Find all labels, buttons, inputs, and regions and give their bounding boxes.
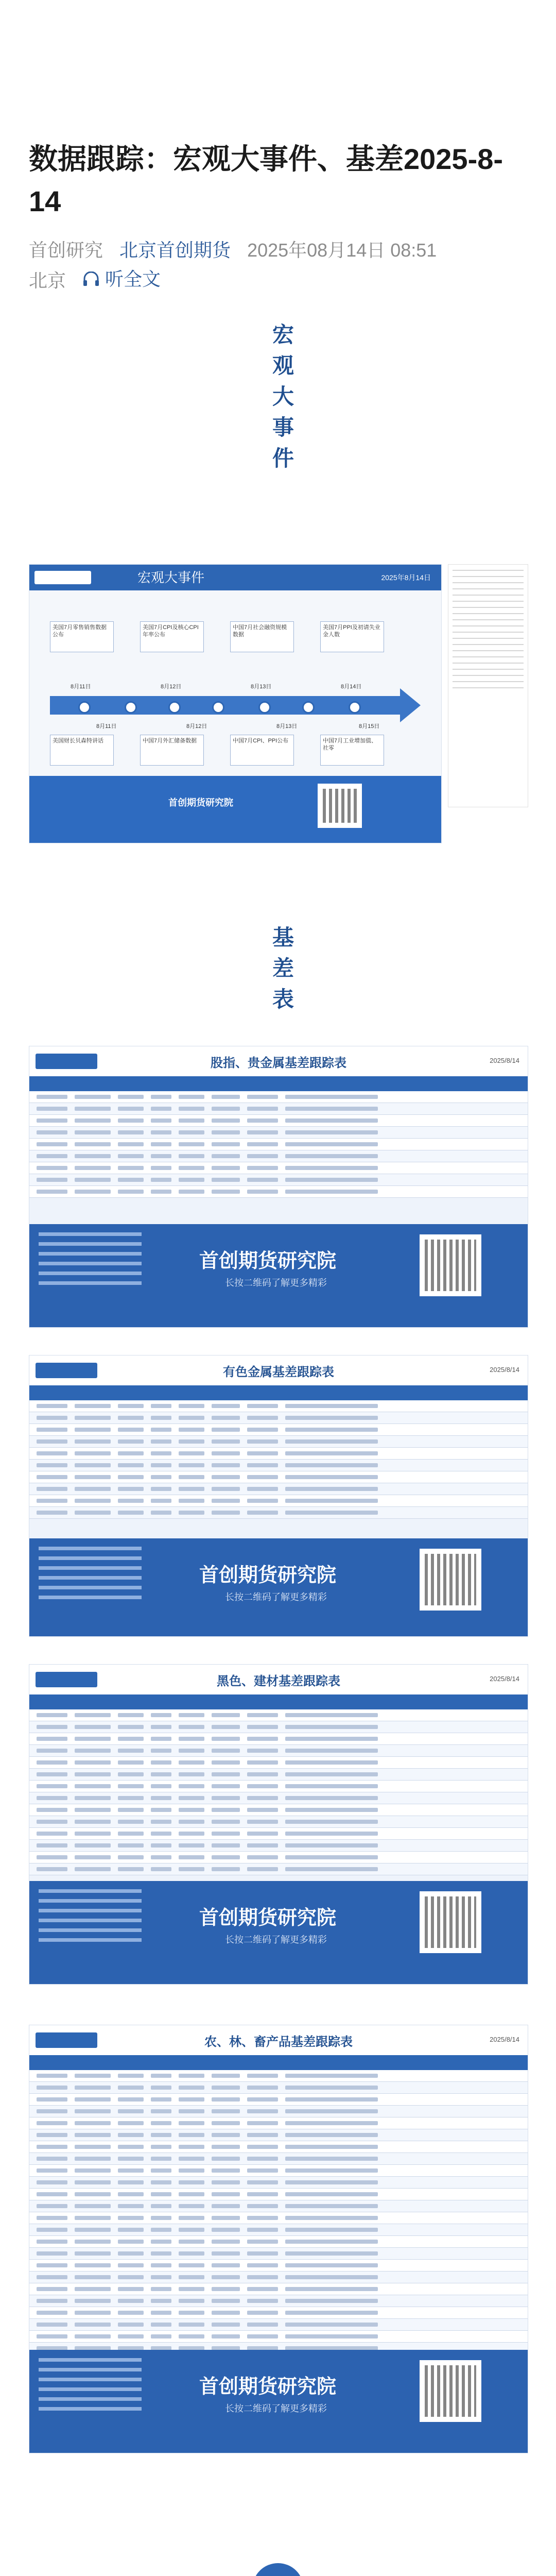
table-date: 2025/8/14 xyxy=(490,1366,519,1374)
table-header xyxy=(29,1355,528,1387)
table-row xyxy=(29,2224,528,2236)
table-footer xyxy=(29,2350,528,2453)
table-row xyxy=(29,2082,528,2094)
table-row xyxy=(29,1757,528,1769)
table-row xyxy=(29,1852,528,1863)
contact-list xyxy=(39,1547,172,1605)
table-title: 黑色、建材基差跟踪表 xyxy=(217,1674,340,1688)
basis-table-card xyxy=(29,1046,528,1328)
timeline-dot xyxy=(302,701,315,714)
table-header xyxy=(29,1665,528,1696)
timeline-dot xyxy=(78,701,91,714)
article-title: 数据跟踪：宏观大事件、基差2025-8-14 xyxy=(29,143,503,217)
table-footer xyxy=(29,1224,528,1327)
table-row xyxy=(29,1115,528,1127)
table-row xyxy=(29,1828,528,1840)
macro-image-header xyxy=(29,565,441,590)
table-title: 股指、贵金属基差跟踪表 xyxy=(211,1056,346,1070)
table-row xyxy=(29,1816,528,1828)
table-row xyxy=(29,1781,528,1792)
table-row xyxy=(29,1804,528,1816)
timeline-event: 中国7月CPI、PPI公布 xyxy=(230,735,294,766)
timeline-event: 中国7月工业增加值、社零 xyxy=(320,735,384,766)
timeline-event: 中国7月社会融资规模数据 xyxy=(230,621,294,652)
table-row xyxy=(29,2189,528,2200)
table-row xyxy=(29,1448,528,1460)
timeline-date: 8月13日 xyxy=(251,684,272,690)
table-row xyxy=(29,1709,528,1721)
table-row xyxy=(29,2117,528,2129)
table-row xyxy=(29,1471,528,1483)
table-footer xyxy=(29,1881,528,1984)
table-row xyxy=(29,1745,528,1757)
table-row xyxy=(29,2319,528,2331)
footer-brand: 首创期货研究院 xyxy=(199,2376,337,2398)
table-row xyxy=(29,1507,528,1519)
timeline-event: 中国7月外汇储备数据 xyxy=(140,735,204,766)
table-column-header xyxy=(29,1696,528,1709)
footer-brand: 首创期货研究院 xyxy=(199,1907,337,1929)
basis-table-card xyxy=(29,1664,528,1985)
table-row xyxy=(29,1412,528,1424)
timeline-date: 8月11日 xyxy=(96,723,117,730)
table-column-header xyxy=(29,2057,528,2070)
contact-list xyxy=(39,1232,172,1291)
table-header xyxy=(29,1046,528,1078)
author-label: 首创研究 xyxy=(29,240,103,261)
table-row xyxy=(29,2272,528,2283)
table-column-header xyxy=(29,1387,528,1400)
timeline-dot xyxy=(349,701,361,714)
timeline-event: 美国7月CPI及核心CPI年率公布 xyxy=(140,621,204,652)
table-date: 2025/8/14 xyxy=(490,1675,519,1683)
macro-image-footer xyxy=(29,776,441,843)
table-rows xyxy=(29,1709,528,1875)
table-row xyxy=(29,1127,528,1139)
table-row xyxy=(29,1721,528,1733)
footer-slogan: 长按二维码了解更多精彩 xyxy=(225,1592,327,1602)
table-row xyxy=(29,1460,528,1471)
table-column-header xyxy=(29,1078,528,1091)
timeline-date: 8月13日 xyxy=(276,723,298,730)
timeline-event: 美国7月零售销售数据公布 xyxy=(50,621,114,652)
section-macro-heading xyxy=(268,319,299,474)
qr-code-icon xyxy=(318,784,362,828)
timeline-event: 美国7月PPI及初请失业金人数 xyxy=(320,621,384,652)
table-date: 2025/8/14 xyxy=(490,1057,519,1064)
table-row xyxy=(29,1495,528,1507)
account-link[interactable]: 北京首创期货 xyxy=(119,240,231,261)
listen-button[interactable] xyxy=(82,265,172,294)
table-row xyxy=(29,2177,528,2189)
table-row xyxy=(29,2094,528,2106)
qr-code-icon xyxy=(420,1234,481,1296)
qr-code-icon xyxy=(420,1891,481,1953)
table-row xyxy=(29,2331,528,2343)
table-date: 2025/8/14 xyxy=(490,2036,519,2043)
basis-table-card xyxy=(29,1355,528,1637)
calendar-document-thumbnail xyxy=(448,564,528,807)
table-row xyxy=(29,2283,528,2295)
table-row xyxy=(29,1186,528,1198)
basis-table-card xyxy=(29,2025,528,2453)
timeline-dot xyxy=(125,701,137,714)
table-title: 农、林、畜产品基差跟踪表 xyxy=(204,2035,353,2049)
section-basis-text: 基 差 表 xyxy=(272,925,294,1011)
table-row xyxy=(29,1840,528,1852)
table-row xyxy=(29,2212,528,2224)
table-row xyxy=(29,2070,528,2082)
table-row xyxy=(29,2248,528,2260)
timeline-arrow-icon xyxy=(400,688,421,722)
macro-image-date: 2025年8月14日 xyxy=(381,573,431,582)
table-row xyxy=(29,2129,528,2141)
section-basis-heading xyxy=(268,922,299,1015)
table-row xyxy=(29,2165,528,2177)
table-row xyxy=(29,1174,528,1186)
table-row xyxy=(29,2200,528,2212)
table-row xyxy=(29,1400,528,1412)
end-badge xyxy=(252,2563,304,2576)
table-row xyxy=(29,2295,528,2307)
contact-list xyxy=(39,1889,172,1948)
table-rows xyxy=(29,2070,528,2354)
table-rows xyxy=(29,1400,528,1519)
footer-brand: 首创期货研究院 xyxy=(168,798,233,808)
table-row xyxy=(29,1091,528,1103)
publish-datetime: 2025年08月14日 08:51 xyxy=(247,240,437,261)
macro-image-title: 宏观大事件 xyxy=(137,570,205,585)
timeline-dot xyxy=(258,701,271,714)
table-row xyxy=(29,1436,528,1448)
table-footer xyxy=(29,1538,528,1636)
article-meta xyxy=(29,236,527,295)
footer-brand: 首创期货研究院 xyxy=(199,1250,337,1272)
timeline-date: 8月12日 xyxy=(161,684,182,690)
publish-location: 北京 xyxy=(29,270,66,291)
table-header xyxy=(29,2025,528,2057)
footer-slogan: 长按二维码了解更多精彩 xyxy=(225,1278,327,1288)
table-row xyxy=(29,2260,528,2272)
headphones-icon xyxy=(82,272,100,287)
table-row xyxy=(29,1139,528,1150)
macro-event-image xyxy=(29,564,442,843)
timeline-date: 8月14日 xyxy=(341,684,362,690)
table-row xyxy=(29,1792,528,1804)
footer-slogan: 长按二维码了解更多精彩 xyxy=(225,1935,327,1945)
section-macro-text: 宏 观 大 事 件 xyxy=(272,323,294,470)
table-row xyxy=(29,2236,528,2248)
footer-slogan: 长按二维码了解更多精彩 xyxy=(225,2403,327,2414)
table-row xyxy=(29,1483,528,1495)
table-row xyxy=(29,1150,528,1162)
table-row xyxy=(29,1424,528,1436)
table-row xyxy=(29,1769,528,1781)
timeline-bar xyxy=(50,696,400,715)
timeline-dot xyxy=(168,701,181,714)
table-title: 有色金属基差跟踪表 xyxy=(223,1365,334,1379)
table-row xyxy=(29,2141,528,2153)
footer-brand: 首创期货研究院 xyxy=(199,1565,337,1586)
timeline-date: 8月15日 xyxy=(359,723,380,730)
table-row xyxy=(29,2307,528,2319)
timeline-date: 8月12日 xyxy=(186,723,207,730)
table-row xyxy=(29,2153,528,2165)
table-row xyxy=(29,1733,528,1745)
table-rows xyxy=(29,1091,528,1198)
timeline-event: 美国财长贝森特讲话 xyxy=(50,735,114,766)
listen-label: 听全文 xyxy=(105,268,161,290)
timeline-dot xyxy=(212,701,224,714)
qr-code-icon xyxy=(420,1549,481,1611)
table-row xyxy=(29,1103,528,1115)
table-row xyxy=(29,1863,528,1875)
qr-code-icon xyxy=(420,2360,481,2422)
brand-logo xyxy=(34,571,91,584)
table-row xyxy=(29,1162,528,1174)
timeline-date: 8月11日 xyxy=(71,684,91,690)
table-row xyxy=(29,2106,528,2117)
contact-list xyxy=(39,2358,172,2417)
